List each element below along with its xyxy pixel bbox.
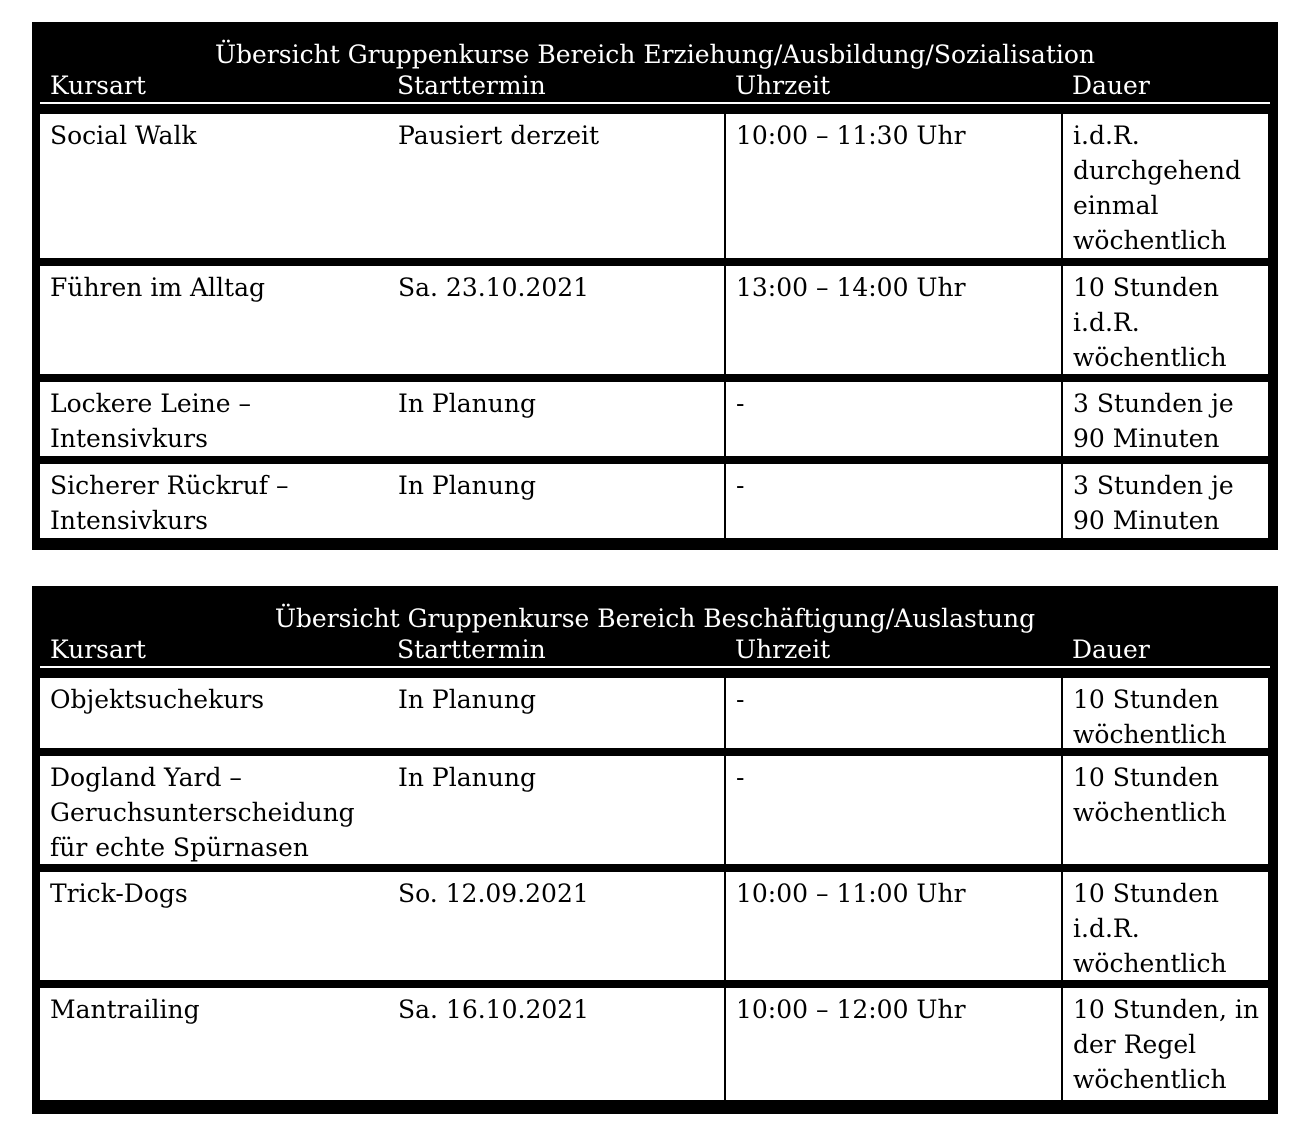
cell-kursart: Sicherer Rückruf – Intensivkurs xyxy=(40,464,388,538)
course-table-activity xyxy=(32,586,1278,1114)
cell-starttermin: Sa. 16.10.2021 xyxy=(388,988,724,1100)
table-header-row xyxy=(40,70,1270,104)
cell-starttermin: Sa. 23.10.2021 xyxy=(388,266,724,374)
table-row xyxy=(40,988,1270,1100)
cell-dauer: 10 Stunden i.d.R. wöchentlich xyxy=(1063,872,1268,980)
cell-uhrzeit: 10:00 – 11:30 Uhr xyxy=(726,114,1061,258)
header-uhrzeit: Uhrzeit xyxy=(735,71,831,100)
cell-kursart: Trick-Dogs xyxy=(40,872,388,980)
cell-starttermin: In Planung xyxy=(388,678,724,748)
cell-dauer: 10 Stunden, in der Regel wöchentlich xyxy=(1063,988,1268,1100)
header-kursart: Kursart xyxy=(50,71,146,100)
cell-dauer: 3 Stunden je 90 Minuten xyxy=(1063,464,1268,538)
table-row xyxy=(40,382,1270,456)
cell-kursart: Objektsuchekurs xyxy=(40,678,388,748)
table-row xyxy=(40,266,1270,374)
table-row xyxy=(40,756,1270,864)
cell-dauer: 3 Stunden je 90 Minuten xyxy=(1063,382,1268,456)
cell-dauer: 10 Stunden wöchentlich xyxy=(1063,678,1268,748)
cell-uhrzeit: - xyxy=(726,678,1061,748)
cell-uhrzeit: 10:00 – 11:00 Uhr xyxy=(726,872,1061,980)
cell-kursart: Lockere Leine – Intensivkurs xyxy=(40,382,388,456)
cell-uhrzeit: 10:00 – 12:00 Uhr xyxy=(726,988,1061,1100)
header-dauer: Dauer xyxy=(1072,71,1150,100)
course-table-education xyxy=(32,22,1278,550)
table-title: Übersicht Gruppenkurse Bereich Erziehung/Ausbildung/Sozialisation xyxy=(214,40,1096,69)
cell-uhrzeit: - xyxy=(726,464,1061,538)
cell-starttermin: So. 12.09.2021 xyxy=(388,872,724,980)
table-row xyxy=(40,464,1270,538)
table-row xyxy=(40,114,1270,258)
cell-uhrzeit: - xyxy=(726,756,1061,864)
cell-kursart: Mantrailing xyxy=(40,988,388,1100)
cell-starttermin: In Planung xyxy=(388,464,724,538)
header-starttermin: Starttermin xyxy=(397,71,546,100)
cell-dauer: 10 Stunden wöchentlich xyxy=(1063,756,1268,864)
cell-uhrzeit: - xyxy=(726,382,1061,456)
cell-starttermin: In Planung xyxy=(388,756,724,864)
cell-kursart: Dogland Yard – Geruchsunterscheidung für echte Spürnasen xyxy=(40,756,388,864)
table-row xyxy=(40,872,1270,980)
header-kursart: Kursart xyxy=(50,635,146,664)
cell-kursart: Social Walk xyxy=(40,114,388,258)
header-dauer: Dauer xyxy=(1072,635,1150,664)
cell-starttermin: In Planung xyxy=(388,382,724,456)
header-uhrzeit: Uhrzeit xyxy=(735,635,831,664)
cell-starttermin: Pausiert derzeit xyxy=(388,114,724,258)
table-title: Übersicht Gruppenkurse Bereich Beschäftigung/Auslastung xyxy=(274,604,1036,633)
cell-dauer: i.d.R. durchgehend einmal wöchentlich xyxy=(1063,114,1268,258)
table-header-row xyxy=(40,634,1270,668)
header-starttermin: Starttermin xyxy=(397,635,546,664)
table-row xyxy=(40,678,1270,748)
cell-kursart: Führen im Alltag xyxy=(40,266,388,374)
cell-uhrzeit: 13:00 – 14:00 Uhr xyxy=(726,266,1061,374)
cell-dauer: 10 Stunden i.d.R. wöchentlich xyxy=(1063,266,1268,374)
